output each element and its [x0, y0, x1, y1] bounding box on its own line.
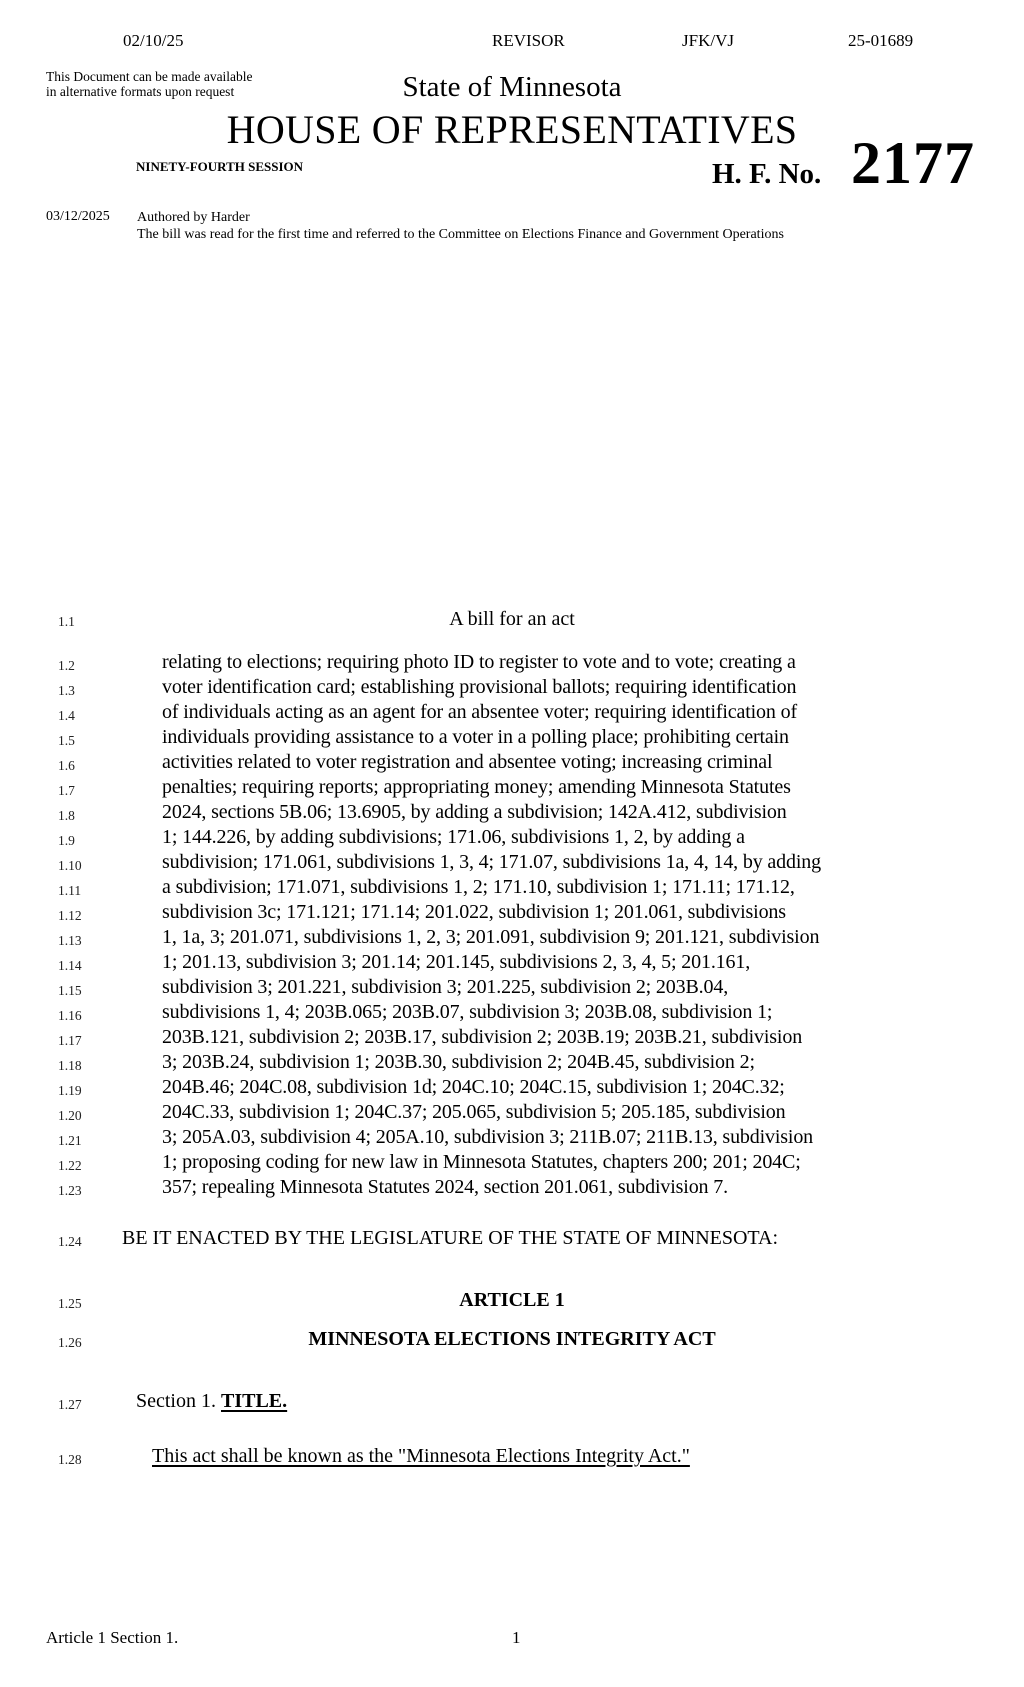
line-number: 1.24 [58, 1234, 82, 1249]
title-line: 1; 144.226, by adding subdivisions; 171.06, subdivisions 1, 2, by adding a [162, 826, 745, 848]
line-number: 1.21 [58, 1133, 82, 1148]
line-number: 1.8 [58, 808, 75, 823]
title-line: 1, 1a, 3; 201.071, subdivisions 1, 2, 3; 201.091, subdivision 9; 201.121, subdivision [162, 926, 820, 948]
title-line: a subdivision; 171.071, subdivisions 1, 2; 171.10, subdivision 1; 171.11; 171.12, [162, 876, 795, 898]
line-number: 1.23 [58, 1183, 82, 1198]
availability-note-line1: This Document can be made available [46, 69, 253, 84]
line-number: 1.28 [58, 1452, 82, 1467]
line-number: 1.2 [58, 658, 75, 673]
line-number: 1.5 [58, 733, 75, 748]
availability-note-line2: in alternative formats upon request [46, 84, 235, 99]
title-line: 204C.33, subdivision 1; 204C.37; 205.065, subdivision 5; 205.185, subdivision [162, 1101, 786, 1123]
line-number: 1.7 [58, 783, 75, 798]
line-number: 1.17 [58, 1033, 82, 1048]
line-number: 1.25 [58, 1296, 82, 1311]
line-number: 1.22 [58, 1158, 82, 1173]
title-line: of individuals acting as an agent for an absentee voter; requiring identification of [162, 701, 797, 723]
title-line: 1; proposing coding for new law in Minnesota Statutes, chapters 200; 201; 204C; [162, 1151, 801, 1173]
line-number: 1.16 [58, 1008, 82, 1023]
authored-by: Authored by Harder [137, 210, 250, 225]
title-line: 2024, sections 5B.06; 13.6905, by adding a subdivision; 142A.412, subdivision [162, 801, 787, 823]
title-line: subdivisions 1, 4; 203B.065; 203B.07, subdivision 3; 203B.08, subdivision 1; [162, 1001, 773, 1023]
section-label: Section 1. [136, 1390, 221, 1412]
title-line: individuals providing assistance to a voter in a polling place; prohibiting certain [162, 726, 789, 748]
header-doc-id: 25-01689 [848, 31, 914, 50]
title-line: 3; 205A.03, subdivision 4; 205A.10, subdivision 3; 211B.07; 211B.13, subdivision [162, 1126, 814, 1148]
line-number: 1.12 [58, 908, 82, 923]
header-revisor: REVISOR [492, 31, 565, 50]
section-title: TITLE. [221, 1390, 288, 1412]
line-number: 1.20 [58, 1108, 82, 1123]
line-number: 1.11 [58, 883, 82, 898]
line-number: 1.4 [58, 708, 75, 723]
line-number: 1.3 [58, 683, 75, 698]
line-number: 1.6 [58, 758, 75, 773]
bill-heading: A bill for an act [449, 608, 575, 630]
line-number: 1.18 [58, 1058, 82, 1073]
committee-referral: The bill was read for the first time and referred to the Committee on Elections Finance and Government Operations [137, 227, 784, 242]
title-line: 3; 203B.24, subdivision 1; 203B.30, subdivision 2; 204B.45, subdivision 2; [162, 1051, 755, 1073]
title-line: activities related to voter registration and absentee voting; increasing criminal [162, 751, 773, 773]
article-heading: ARTICLE 1 [459, 1289, 565, 1311]
line-number: 1.1 [58, 614, 75, 629]
title-line: 204B.46; 204C.08, subdivision 1d; 204C.10; 204C.15, subdivision 1; 204C.32; [162, 1076, 785, 1098]
hf-label: H. F. No. [712, 158, 822, 190]
line-number: 1.9 [58, 833, 75, 848]
title-line: subdivision; 171.061, subdivisions 1, 3, 4; 171.07, subdivisions 1a, 4, 14, by adding [162, 851, 821, 873]
section-text: This act shall be known as the "Minnesota Elections Integrity Act." [152, 1445, 690, 1467]
title-line: subdivision 3; 201.221, subdivision 3; 201.225, subdivision 2; 203B.04, [162, 976, 729, 998]
line-number: 1.13 [58, 933, 82, 948]
line-number: 1.14 [58, 958, 82, 973]
header-initials: JFK/VJ [682, 31, 734, 50]
authorship-block [137, 209, 784, 243]
state-title: State of Minnesota [402, 71, 622, 103]
chamber-title: HOUSE OF REPRESENTATIVES [226, 107, 798, 152]
header-date: 02/10/25 [123, 31, 184, 50]
enacting-clause: BE IT ENACTED BY THE LEGISLATURE OF THE STATE OF MINNESOTA: [122, 1227, 779, 1249]
title-line: subdivision 3c; 171.121; 171.14; 201.022, subdivision 1; 201.061, subdivisions [162, 901, 786, 923]
section-heading [136, 1390, 287, 1413]
line-number: 1.15 [58, 983, 82, 998]
session-label: NINETY-FOURTH SESSION [136, 159, 304, 174]
title-line: penalties; requiring reports; appropriating money; amending Minnesota Statutes [162, 776, 791, 798]
bill-number: 2177 [851, 130, 975, 196]
line-number: 1.26 [58, 1335, 82, 1350]
line-number: 1.27 [58, 1397, 82, 1412]
title-line: 357; repealing Minnesota Statutes 2024, section 201.061, subdivision 7. [162, 1176, 728, 1198]
title-line: 1; 201.13, subdivision 3; 201.14; 201.145, subdivisions 2, 3, 4, 5; 201.161, [162, 951, 751, 973]
title-line: voter identification card; establishing provisional ballots; requiring identification [162, 676, 797, 698]
footer-location: Article 1 Section 1. [46, 1628, 179, 1647]
line-number: 1.19 [58, 1083, 82, 1098]
article-title: MINNESOTA ELECTIONS INTEGRITY ACT [308, 1328, 716, 1350]
page-number: 1 [512, 1628, 521, 1647]
title-line: relating to elections; requiring photo ID to register to vote and to vote; creating a [162, 651, 796, 673]
line-number: 1.10 [58, 858, 82, 873]
title-line: 203B.121, subdivision 2; 203B.17, subdivision 2; 203B.19; 203B.21, subdivision [162, 1026, 803, 1048]
authored-date: 03/12/2025 [46, 209, 110, 224]
